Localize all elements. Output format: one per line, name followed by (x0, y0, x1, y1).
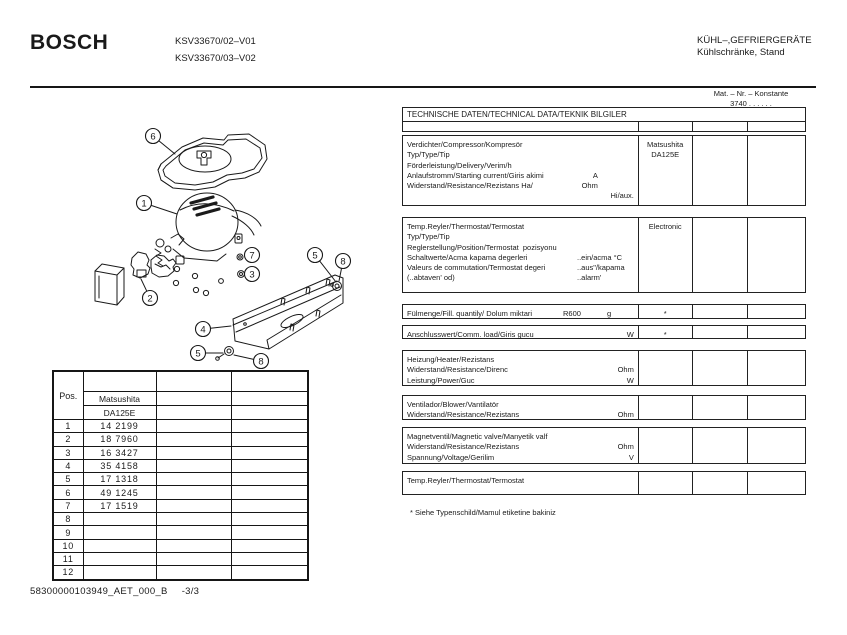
parts-brand-empty-2 (231, 392, 308, 406)
tech-data-row (407, 355, 638, 365)
parts-number-cell (83, 513, 156, 526)
parts-empty-cell (156, 539, 231, 552)
mounting-rail (233, 275, 343, 349)
tech-row-unit: A (592, 170, 598, 180)
tech-block-empty-cell (692, 428, 748, 463)
callout-5 (308, 248, 337, 283)
tech-row-label: Anschlusswert/Comm. load/Giris gucu (407, 330, 534, 339)
tech-row-label: Fülmenge/Fill. quantily/ Dolum miktari (407, 309, 533, 318)
tech-block-description-cell (403, 396, 638, 419)
tech-block-description-cell (403, 472, 638, 494)
tech-block-value-cell (638, 428, 692, 463)
tech-block-description-cell (403, 326, 638, 338)
tech-row-label: Widerstand/Resistance/Direnc (407, 365, 508, 375)
tech-data-row (407, 140, 638, 150)
parts-table (52, 370, 309, 581)
tech-data-row (407, 400, 638, 410)
parts-pos-cell: 3 (53, 446, 83, 459)
parts-empty-cell (156, 513, 231, 526)
parts-number-cell: 14 2199 (83, 420, 156, 433)
tech-data-row (407, 309, 638, 319)
parts-number-cell: 35 4158 (83, 459, 156, 472)
tech-block-empty-cell (747, 136, 805, 205)
svg-text:4: 4 (200, 324, 206, 336)
parts-model-empty-2 (231, 406, 308, 420)
material-number-block (676, 89, 826, 109)
tech-row-unit: Ohm (581, 181, 598, 191)
tech-block-empty-cell (692, 218, 748, 292)
tech-data-row (407, 150, 638, 160)
tech-data-row (407, 191, 638, 201)
parts-table-row (53, 433, 308, 446)
callout-7 (245, 248, 260, 263)
parts-pos-cell: 10 (53, 539, 83, 552)
svg-text:2: 2 (147, 293, 153, 305)
exploded-parts-diagram (85, 118, 365, 373)
tech-data-block (402, 471, 806, 495)
tech-block-value-cell (638, 396, 692, 419)
tech-row-label: Widerstand/Resistance/Rezistans (407, 410, 520, 420)
tech-row-label: Heizung/Heater/Rezistans (407, 355, 495, 364)
parts-number-cell (83, 566, 156, 580)
callout-8 (234, 354, 269, 369)
parts-number-cell: 18 7960 (83, 433, 156, 446)
parts-empty-cell (231, 539, 308, 552)
parts-empty-cell (156, 566, 231, 580)
relay-box (95, 264, 124, 305)
parts-table-row (53, 420, 308, 433)
tech-block-value: Matsushita (647, 140, 684, 149)
parts-empty-cell (156, 486, 231, 499)
appliance-category (697, 35, 812, 59)
tech-block-value-cell (638, 326, 692, 338)
model-numbers (175, 33, 256, 67)
callout-4 (196, 322, 232, 337)
tech-row-label: Widerstand/Resistance/Rezistans Ha/ (407, 181, 533, 191)
parts-table-row (53, 566, 308, 580)
tech-data-row (407, 453, 638, 463)
tech-block-value-cell (638, 305, 692, 318)
footnote: * Siehe Typenschild/Mamul etiketine bakiniz (410, 508, 556, 517)
parts-empty-cell (156, 459, 231, 472)
bosch-logo: BOSCH (30, 31, 109, 54)
tech-block-empty-cell (747, 218, 805, 292)
parts-pos-header: Pos. (53, 371, 83, 420)
tech-row-label: Verdichter/Compressor/Kompresör (407, 140, 523, 149)
svg-text:8: 8 (258, 356, 264, 368)
parts-empty-cell (156, 446, 231, 459)
tech-row-unit: ..ein/acma °C (577, 252, 623, 262)
tech-row-unit: ..aus"/kapama (577, 263, 625, 273)
parts-empty-cell (156, 526, 231, 539)
tech-data-row (407, 410, 638, 420)
model-number-2: KSV33670/03–V02 (175, 53, 256, 64)
tech-data-row (407, 181, 638, 191)
parts-table-row (53, 473, 308, 486)
tech-data-block (402, 427, 806, 464)
starter-relay (131, 252, 150, 278)
tech-row-label: Anlaufstromm/Starting current/Giris akimi (407, 170, 544, 180)
tech-data-row (407, 171, 638, 181)
tech-row-mid-value: R600 (563, 309, 581, 318)
parts-empty-cell (231, 486, 308, 499)
tech-col-value-2 (692, 122, 748, 131)
tech-block-description-cell (403, 136, 638, 205)
tech-block-value-cell (638, 351, 692, 385)
tech-data-block (402, 304, 806, 319)
parts-pos-cell: 12 (53, 566, 83, 580)
parts-number-cell: 16 3427 (83, 446, 156, 459)
parts-empty-cell (231, 433, 308, 446)
tech-row-unit: Hi/aux. (610, 191, 634, 201)
parts-brand-empty-1 (156, 392, 231, 406)
tech-data-block (402, 217, 806, 293)
tech-col-value-1 (638, 122, 692, 131)
technical-data-table (402, 107, 806, 495)
tech-block-empty-cell (692, 351, 748, 385)
parts-empty-cell (156, 420, 231, 433)
parts-empty-cell (156, 499, 231, 512)
parts-pos-cell: 4 (53, 459, 83, 472)
parts-table-row (53, 526, 308, 539)
parts-empty-cell (231, 566, 308, 580)
tech-row-label: Magnetventil/Magnetic valve/Manyetik valf (407, 432, 548, 441)
tech-data-row (407, 442, 638, 452)
tech-row-label: Reglerstellung/Position/Termostat pozisyonu (407, 242, 557, 252)
tech-block-empty-cell (747, 326, 805, 338)
parts-pos-cell: 8 (53, 513, 83, 526)
doc-number-text: 58300000103949_AET_000_B (30, 586, 168, 597)
tech-block-empty-cell (692, 326, 748, 338)
tech-row-label: Valeurs de commutation/Termostat degeri (407, 263, 546, 273)
svg-text:5: 5 (195, 348, 201, 360)
parts-pos-cell: 1 (53, 420, 83, 433)
tech-block-empty-cell (692, 305, 748, 318)
tech-block-empty-cell (747, 351, 805, 385)
parts-pos-cell: 5 (53, 473, 83, 486)
tech-col-description (403, 122, 638, 131)
parts-empty-cell (231, 513, 308, 526)
tech-block-empty-cell (692, 396, 748, 419)
parts-table-row (53, 459, 308, 472)
tech-col-value-3 (747, 122, 805, 131)
tech-row-label: Ventilador/Blower/Vantilatör (407, 400, 499, 409)
tech-row-label: Temp.Reyler/Thermostat/Termostat (407, 222, 525, 231)
drip-tray (158, 134, 267, 190)
tech-row-label: Widerstand/Resistance/Rezistans (407, 442, 520, 452)
parts-pos-cell: 2 (53, 433, 83, 446)
header-rule (30, 86, 816, 88)
tech-data-row (407, 232, 638, 242)
mat-nr-value: 3740 . . . . . . (730, 99, 772, 108)
parts-table-row (53, 499, 308, 512)
tech-block-value: DA125E (651, 150, 680, 160)
tech-table-title: TECHNISCHE DATEN/TECHNICAL DATA/TEKNIK BILGILER (402, 107, 806, 122)
tech-table-column-header-row (402, 122, 806, 132)
tech-row-label: Temp.Reyler/Thermostat/Termostat (407, 476, 525, 485)
svg-text:8: 8 (340, 256, 346, 268)
parts-brand-header: Matsushita (83, 392, 156, 406)
tech-data-row (407, 432, 638, 442)
svg-text:3: 3 (249, 269, 255, 281)
parts-number-cell: 17 1318 (83, 473, 156, 486)
tech-data-row (407, 222, 638, 232)
svg-text:1: 1 (141, 198, 147, 210)
parts-empty-cell (231, 459, 308, 472)
tech-data-block (402, 135, 806, 206)
parts-empty-cell (231, 446, 308, 459)
tech-block-empty-cell (692, 136, 748, 205)
mat-nr-label: Mat. – Nr. – Konstante (713, 89, 789, 98)
model-number-1: KSV33670/02–V01 (175, 36, 256, 47)
parts-table-row (53, 446, 308, 459)
parts-header-empty-3 (231, 371, 308, 392)
tech-block-empty-cell (692, 472, 748, 494)
tech-data-row (407, 476, 638, 486)
callout-1 (137, 196, 178, 215)
parts-empty-cell (156, 473, 231, 486)
tech-data-row (407, 330, 638, 340)
parts-number-cell (83, 526, 156, 539)
parts-table-row (53, 552, 308, 565)
tech-row-unit: W (626, 375, 634, 385)
tech-row-unit: Ohm (617, 365, 634, 375)
tech-block-value: Electronic (648, 222, 682, 231)
tech-row-unit: W (626, 330, 634, 339)
tech-data-row (407, 376, 638, 386)
tech-data-block (402, 350, 806, 386)
tech-block-description-cell (403, 428, 638, 463)
tech-data-row (407, 273, 638, 283)
callout-6 (146, 129, 176, 155)
tech-data-row (407, 161, 638, 171)
callout-3 (245, 267, 260, 282)
tech-row-label: Leistung/Power/Guc (407, 375, 475, 385)
parts-header-empty-2 (156, 371, 231, 392)
parts-empty-cell (156, 552, 231, 565)
parts-table-row (53, 539, 308, 552)
parts-number-cell (83, 539, 156, 552)
tech-data-row (407, 263, 638, 273)
svg-text:7: 7 (249, 250, 255, 262)
parts-table-row (53, 486, 308, 499)
parts-model-header: DA125E (83, 406, 156, 420)
svg-text:6: 6 (150, 131, 156, 143)
grommets (216, 282, 342, 361)
tech-data-row (407, 365, 638, 375)
tech-block-description-cell (403, 305, 638, 318)
tech-row-unit: g (607, 309, 612, 318)
callout-2 (141, 279, 158, 306)
tech-block-value: * (663, 309, 667, 318)
parts-empty-cell (231, 473, 308, 486)
parts-pos-cell: 9 (53, 526, 83, 539)
tech-row-label: Typ/Type/Tip (407, 150, 450, 160)
parts-number-cell: 49 1245 (83, 486, 156, 499)
parts-header-empty-1 (83, 371, 156, 392)
tech-block-value-cell (638, 218, 692, 292)
tech-block-value: * (663, 330, 667, 339)
tech-data-block (402, 325, 806, 339)
category-line-2: Kühlschränke, Stand (697, 47, 785, 58)
tech-block-value-cell (638, 136, 692, 205)
gasket-part (151, 255, 176, 277)
parts-empty-cell (156, 433, 231, 446)
tech-block-empty-cell (747, 305, 805, 318)
parts-empty-cell (231, 499, 308, 512)
tech-block-description-cell (403, 351, 638, 385)
tech-table-blocks (402, 135, 806, 495)
tech-row-label: Typ/Type/Tip (407, 232, 450, 242)
tech-block-empty-cell (747, 396, 805, 419)
tech-row-unit: Ohm (617, 442, 634, 452)
tech-row-label: (..abtaven' od) (407, 273, 455, 283)
tech-data-row (407, 253, 638, 263)
parts-empty-cell (231, 420, 308, 433)
tech-row-label: Spannung/Voltage/Gerilim (407, 452, 495, 462)
tech-row-unit: Ohm (617, 410, 634, 420)
tech-data-row (407, 243, 638, 253)
tech-row-unit: ..alarm' (577, 273, 602, 283)
parts-pos-cell: 7 (53, 499, 83, 512)
tech-block-description-cell (403, 218, 638, 292)
tech-block-empty-cell (747, 472, 805, 494)
parts-empty-cell (231, 552, 308, 565)
tech-block-empty-cell (747, 428, 805, 463)
parts-number-cell (83, 552, 156, 565)
parts-pos-cell: 6 (53, 486, 83, 499)
parts-pos-cell: 11 (53, 552, 83, 565)
svg-text:5: 5 (312, 250, 318, 262)
tech-row-label: Förderleistung/Delivery/Verim/h (407, 160, 512, 170)
parts-empty-cell (231, 526, 308, 539)
tech-row-label: Schaltwerte/Acma kapama degerleri (407, 252, 528, 262)
callout-8 (336, 254, 351, 282)
parts-model-empty-1 (156, 406, 231, 420)
tech-block-value-cell (638, 472, 692, 494)
document-number (30, 586, 199, 597)
tech-row-unit: V (628, 452, 634, 462)
parts-table-row (53, 513, 308, 526)
tech-data-block (402, 395, 806, 420)
category-line-1: KÜHL–,GEFRIERGERÄTE (697, 35, 812, 46)
parts-number-cell: 17 1519 (83, 499, 156, 512)
page-indicator: -3/3 (181, 586, 200, 597)
diagram-callouts (137, 129, 351, 369)
